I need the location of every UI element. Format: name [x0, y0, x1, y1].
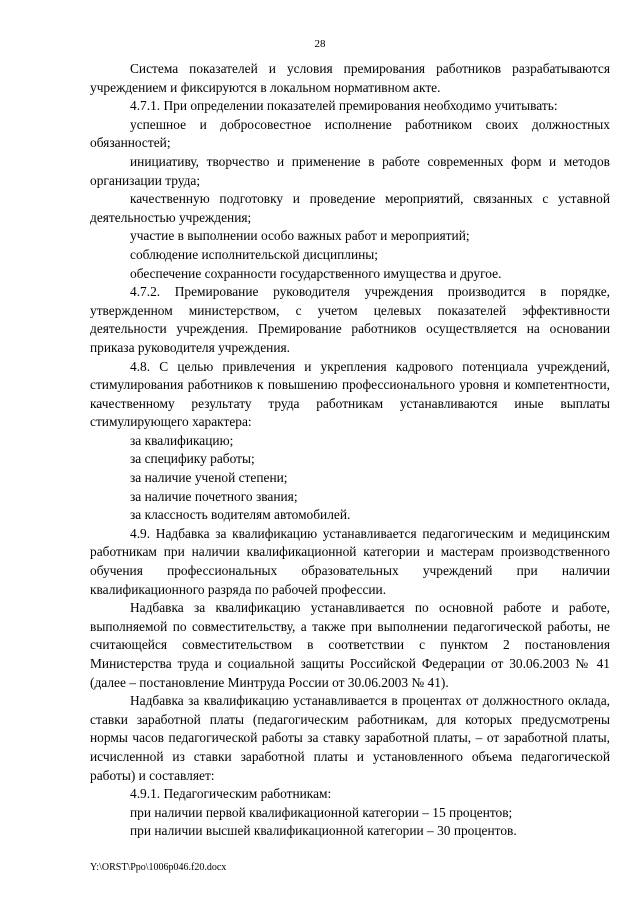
paragraph: 4.7.2. Премирование руководителя учреждения производится в порядке, утвержденном министерством, с учетом целевых показателей эффективности деятельности учреждения. Премирование работников осуществляется на основании приказа руководителя учреждения. [90, 284, 610, 355]
paragraph: 4.8. С целью привлечения и укрепления кадрового потенциала учреждений, стимулирования работников к повышению профессионального уровня и компетентности, качественному результату труда работникам устанавливаются иные выплаты стимулирующего характера: [90, 358, 610, 430]
paragraph: при наличии первой квалификационной категории – 15 процентов; [130, 804, 513, 820]
paragraph: за квалификацию; [130, 432, 234, 448]
paragraph: Надбавка за квалификацию устанавливается в процентах от должностного оклада, ставки заработной платы (педагогическим работникам, для которых предусмотрены нормы часов педагогической работы за ставку заработной платы, – от заработной платы, исчисленной из ставки заработной платы и установленного объема педагогической работы) и составляет: [90, 693, 610, 783]
paragraph: за специфику работы; [130, 451, 255, 467]
paragraph: качественную подготовку и проведение мероприятий, связанных с уставной деятельностью учреждения; [90, 191, 610, 225]
file-path-footer: Y:\ORST\Ppo\1006p046.f20.docx [90, 862, 227, 873]
paragraph: Система показателей и условия премирования работников разрабатываются учреждением и фиксируются в локальном нормативном акте. [90, 61, 610, 95]
paragraph: при наличии высшей квалификационной категории – 30 процентов. [130, 823, 517, 839]
paragraph: за классность водителям автомобилей. [130, 507, 351, 523]
paragraph: 4.7.1. При определении показателей премирования необходимо учитывать: [130, 98, 558, 114]
paragraph: Надбавка за квалификацию устанавливается по основной работе и работе, выполняемой по совместительству, а также при выполнении педагогической работы, не считающейся совместительством в соответствии с пунктом 2 постановления Министерства труда и социальной защиты Российской Федерации от 30.06.2003 № 41 (далее – постановление Минтруда России от 30.06.2003 № 41). [90, 600, 610, 690]
paragraph: 4.9. Надбавка за квалификацию устанавливается педагогическим и медицинским работникам при наличии квалификационной категории и мастерам производственного обучения профессиональных образовательных учреждений при наличии квалификационного разряда по рабочей профессии. [90, 525, 610, 597]
paragraph: успешное и добросовестное исполнение работником своих должностных обязанностей; [90, 116, 610, 151]
paragraph: инициативу, творчество и применение в работе современных форм и методов организации труда; [90, 153, 610, 188]
page-number: 28 [314, 38, 326, 50]
paragraph: обеспечение сохранности государственного имущества и другое. [130, 265, 502, 281]
paragraph: за наличие почетного звания; [130, 488, 298, 504]
paragraph: участие в выполнении особо важных работ и мероприятий; [130, 228, 470, 244]
paragraph: соблюдение исполнительской дисциплины; [130, 246, 379, 262]
document-body [90, 60, 610, 841]
paragraph: за наличие ученой степени; [130, 470, 288, 486]
paragraph: 4.9.1. Педагогическим работникам: [130, 786, 332, 802]
